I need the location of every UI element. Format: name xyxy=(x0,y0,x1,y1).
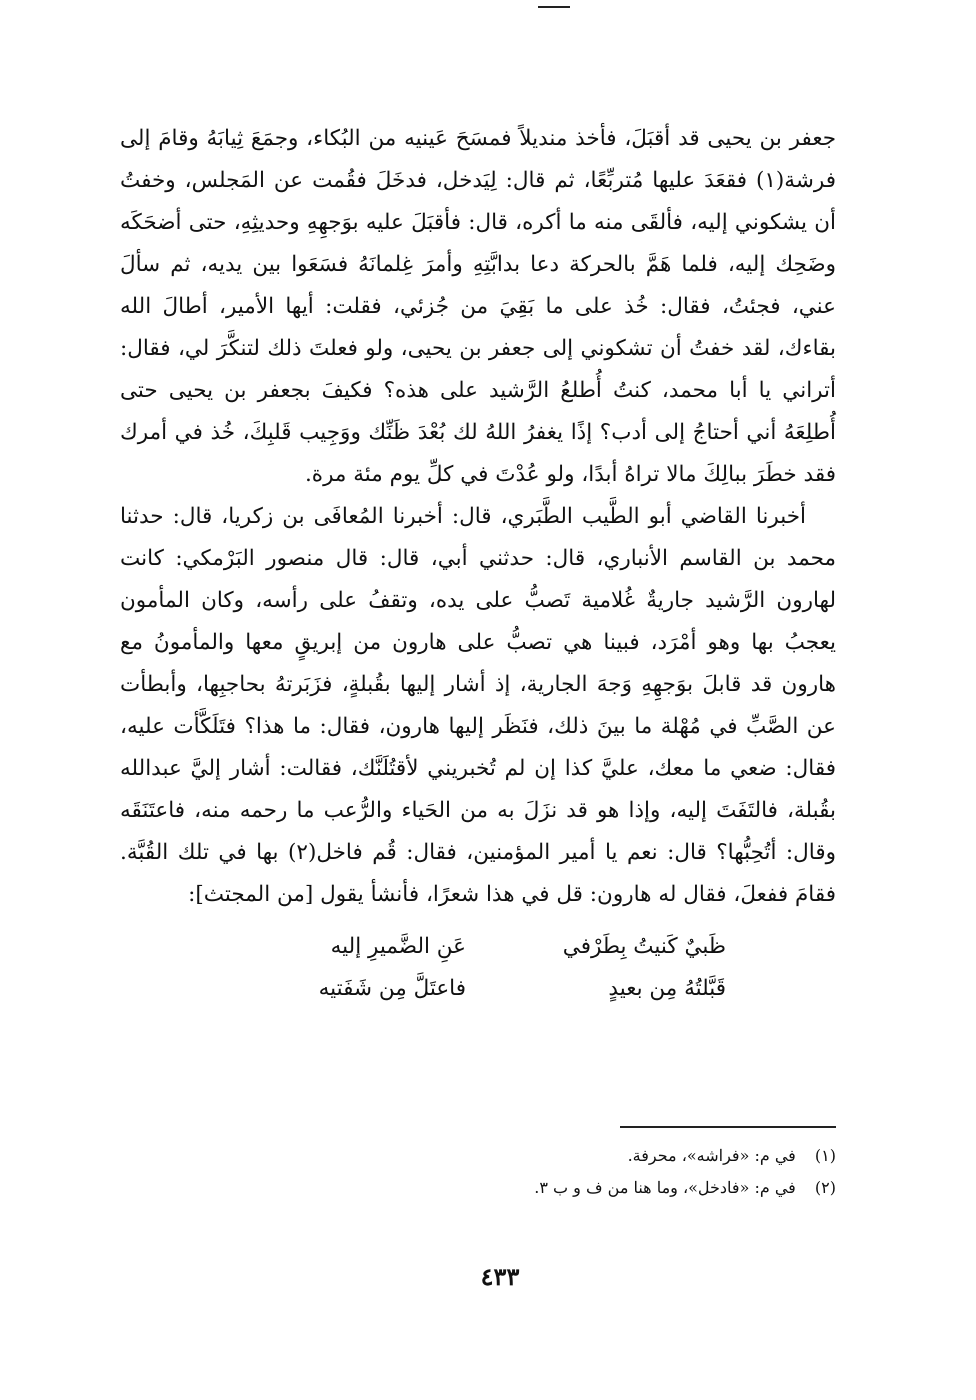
footnote-separator xyxy=(620,1126,836,1128)
verse-1-second-hemistich: عَنِ الضَّميرِ إليه xyxy=(330,934,466,959)
footnote-2 xyxy=(236,1172,836,1204)
footnote-1-number: (١) xyxy=(814,1146,836,1165)
paragraph-1: جعفر بن يحيى قد أقبَلَ، فأخذ منديلاً فمسَحَ عَينيه من البُكاء، وجمَعَ ثِيابَهُ وقامَ إلى فرشة(١) فقعَدَ عليها مُتربِّعًا، ثم قال: لِيَدخل، فدخَلَ فقُمت عن المَجلس، وخفتُ أن يشكوني إليه، فألقَى منه ما أكره، قال: فأقبَلَ عليه بوَجهِهِ وحديثِهِ، حتى أضحَكَه وضَحِك إليه، فلما هَمَّ بالحركة دعا بدابَّتِهِ وأمرَ غِلمانَهُ فسَعَوا بين يديه، ثم سألَ عني، فجئتُ، فقال: خُذ على ما بَقِيَ من جُزئي، فقلت: أيها الأمير، أطالَ الله بقاءك، لقد خفتُ أن تشكوني إلى جعفر بن يحيى، ولو فعلتَ ذلك لتنكَّرَ لي، فقال: أتراني يا أبا محمد، كنتُ أُطلعُ الرَّشيد على هذه؟ فكيفَ بجعفر بن يحيى حتى أُطلِعَهُ أني أحتاجُ إلى أدب؟ إذًا يغفرُ اللهُ لك بُعْدَ ظَنِّك ووَجِيب قَلبِكَ، خُذ في أمرك فقد خطَرَ ببالِكَ مالا تراهُ أبدًا، ولو عُدْتَ في كلِّ يوم مئة مرة. xyxy=(120,126,836,487)
verse-line-2 xyxy=(120,968,836,1010)
footnote-1 xyxy=(236,1140,836,1172)
page-number: ٤٣٣ xyxy=(480,1262,520,1291)
verse-2-first-hemistich: قَبَّلتُهُ مِن بعيدٍ xyxy=(608,976,726,1001)
verse-2-second-hemistich: فاعتَلَّ مِن شَفَتيه xyxy=(318,976,466,1001)
footnote-2-number: (٢) xyxy=(814,1178,836,1197)
footnotes xyxy=(236,1140,836,1204)
top-rule xyxy=(538,6,570,8)
verse-1-first-hemistich: ظَبيٌ كَنيتُ بِطَرْفي xyxy=(562,934,726,959)
paragraph-2: أخبرنا القاضي أبو الطَّيب الطَّبَري، قال: أخبرنا المُعافَى بن زكريا، قال: حدثنا محمد بن القاسم الأنباري، قال: حدثني أبي، قال: قال منصور البَرْمكي: كانت لهارون الرَّشيد جاريةٌ غُلامية تَصبُّ على يده، وتقفُ على رأسه، وكان المأمون يعجبُ بها وهو أمْرَد، فبينا هي تصبُّ على هارون من إبريقٍ معها والمأمونُ مع هارون قد قابلَ بوَجهِهِ وَجهَ الجارية، إذ أشار إليها بقُبلةٍ، فزَبَرتهُ بحاجبِها، وأبطأت عن الصَّبِّ في مُهْلة ما بينَ ذلك، فنَظَر إليها هارون، فقال: ما هذا؟ فتَلَكَّأت عليه، فقال: ضعي ما معك، عليَّ كذا إن لم تُخبريني لأقتُلَنَّك، فقالت: أشار إليَّ عبدالله بقُبلة، فالتَفَتَ إليه، وإذا هو قد نزَلَ به من الحَياء والرُّعب ما رحمه منه، فاعتَنَقَه وقال: أتُحِبُّها؟ قال: نعم يا أمير المؤمنين، فقال: قُم فاخل(٢) بها في تلك القُبَّة. فقامَ ففعلَ، فقال له هارون: قل في هذا شعرًا، فأنشأ يقول [من المجتث]: xyxy=(120,504,836,907)
footnote-1-text: في م: «فراشه»، محرفة. xyxy=(627,1146,796,1165)
verse-line-1 xyxy=(120,926,836,968)
poem xyxy=(120,926,836,1010)
footnote-2-text: في م: «فادخل»، وما هنا من ف و ب ٣. xyxy=(534,1178,796,1197)
main-text xyxy=(120,118,836,1010)
